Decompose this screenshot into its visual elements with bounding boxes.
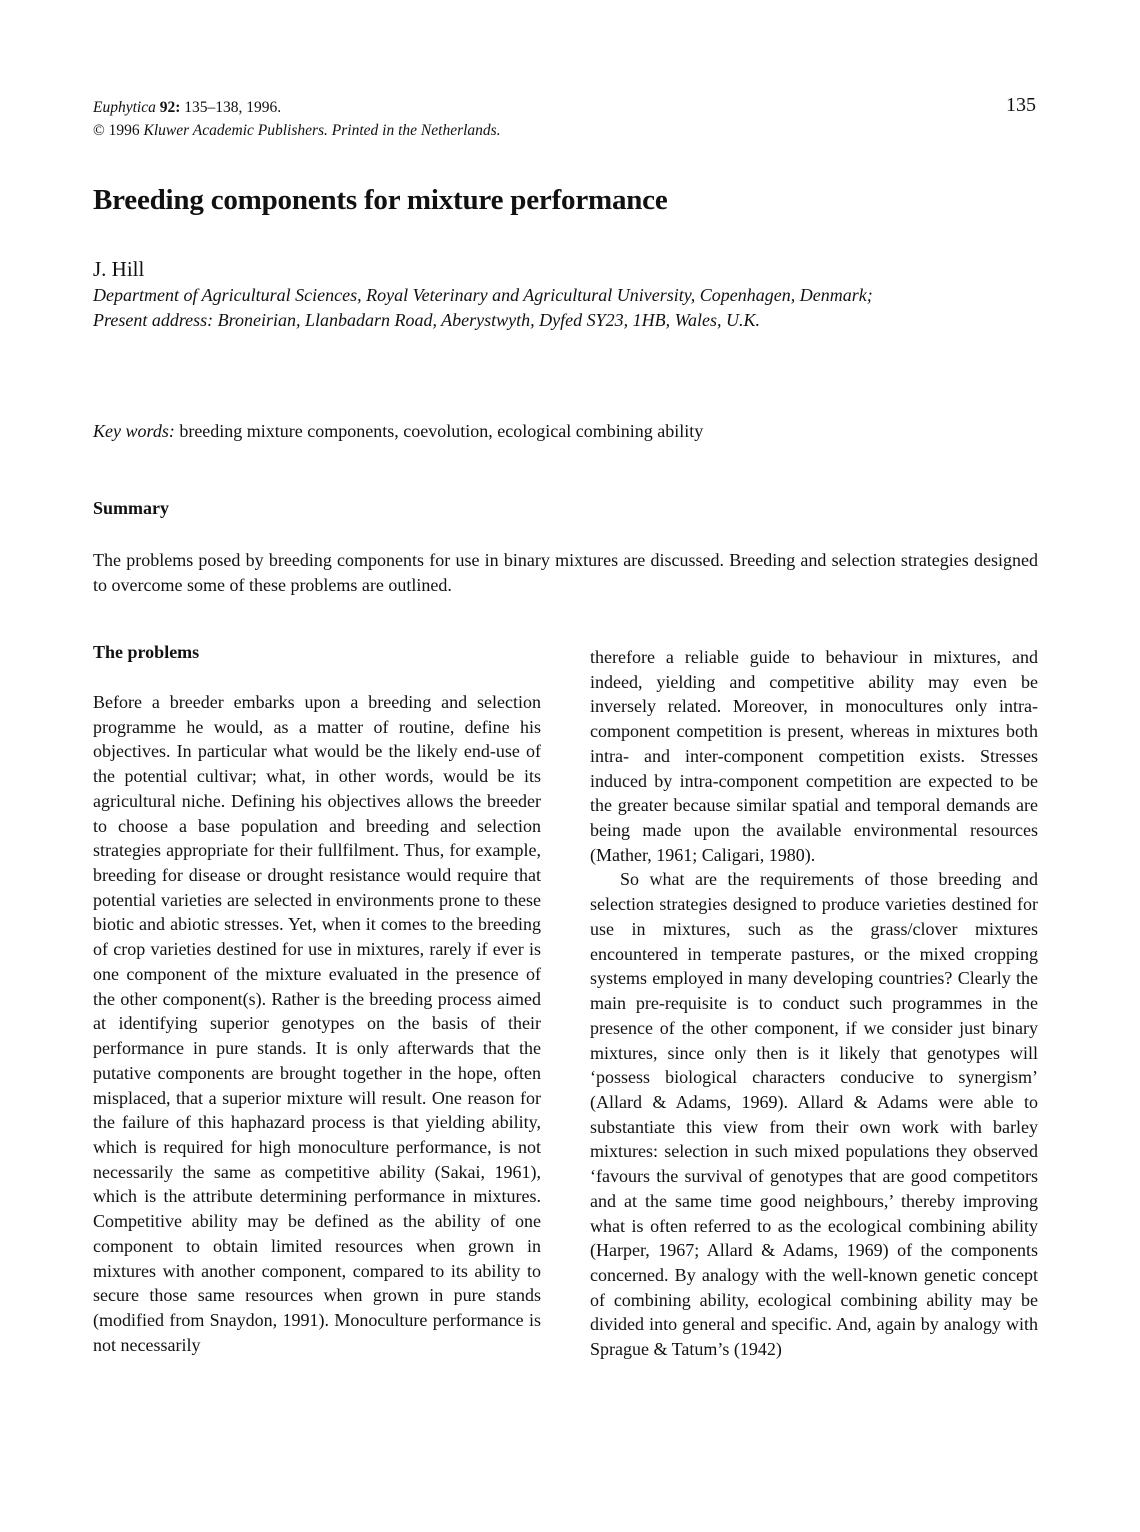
present-address-line: Present address: Broneirian, Llanbadarn Road, Aberystwyth, Dyfed SY23, 1HB, Wales, U.K. [93, 310, 760, 330]
publisher: Kluwer Academic Publishers. Printed in the Netherlands. [143, 122, 501, 139]
journal-citation [93, 96, 501, 142]
problems-paragraph-2: So what are the requirements of those breeding and selection strategies designed to produce varieties destined for use in mixtures, such as the grass/clover mixtures encountered in temperate pastures, or the mixed cropping systems employed in many developing countries? Clearly the main pre-requisite is to conduct such programmes in the presence of the other component, if we consider just binary mixtures, since only then is it likely that genotypes will ‘possess biological characters conducive to synergism’ (Allard & Adams, 1969). Allard & Adams were able to substantiate this view from their own work with barley mixtures: selection in such mixed populations they observed ‘favours the survival of genotypes that are good competitors and at the same time good neighbours,’ thereby improving what is often referred to as the ecological combining ability (Harper, 1967; Allard & Adams, 1969) of the components concerned. By analogy with the well-known genetic concept of combining ability, ecological combining ability may be divided into general and specific. And, again by analogy with Sprague & Tatum’s (1942) [590, 869, 1038, 1360]
keywords-text: breeding mixture components, coevolution, ecological combining ability [174, 421, 704, 441]
journal-pages-year: 135–138, 1996. [180, 99, 282, 116]
keywords [93, 421, 703, 442]
summary-text: The problems posed by breeding components for use in binary mixtures are discussed. Breeding and selection strategies designed to overcome some of these problems are outlined. [93, 550, 1038, 595]
page-number: 135 [1006, 94, 1036, 116]
affiliation-line: Department of Agricultural Sciences, Royal Veterinary and Agricultural University, Copenhagen, Denmark; [93, 285, 873, 305]
copyright-symbol: © [93, 122, 105, 139]
summary-heading: Summary [93, 498, 169, 518]
journal-name: Euphytica [93, 99, 156, 116]
problems-paragraph-1: Before a breeder embarks upon a breeding and selection programme he would, as a matter of routine, define his objectives. In particular what would be the likely end-use of the potential cultivar; what, in other words, would be its agricultural niche. Defining his objectives allows the breeder to choose a base population and breeding and selection strategies appropriate for their fullfilment. Thus, for example, breeding for disease or drought resistance would require that potential varieties are selected in environments prone to these biotic and abiotic stresses. Yet, when it comes to the breeding of crop varieties destined for use in mixtures, rarely if ever is one component of the mixture evaluated in the presence of the other component(s). Rather is the breeding process aimed at identifying superior genotypes on the basis of their performance in pure stands. It is only afterwards that the putative components are brought together in the hope, often misplaced, that a superior mixture will result. One reason for the failure of this haphazard process is that yielding ability, which is required for high monoculture performance, is not necessarily the same as competitive ability (Sakai, 1961), which is the attribute determining performance in mixtures. Competitive ability may be defined as the ability of one component to obtain limited resources when grown in mixtures with another component, compared to its ability to secure those same resources when grown in pure stands (modified from Snaydon, 1991). Monoculture performance is not necessarily [93, 692, 541, 1355]
citation-line [93, 96, 501, 119]
copyright-year: 1996 [104, 122, 144, 139]
problems-heading: The problems [93, 642, 200, 662]
keywords-label: Key words: [93, 421, 175, 441]
journal-volume: 92: [159, 99, 181, 116]
author-name: J. Hill [93, 257, 145, 281]
right-column [590, 645, 1038, 1362]
problems-paragraph-continued: therefore a reliable guide to behaviour in mixtures, and indeed, yielding and competitive ability may even be inversely related. Moreover, in monocultures only intra-component competition is present, whereas in mixtures both intra- and inter-component competition exists. Stresses induced by intra-component competition are expected to be the greater because similar spatial and temporal demands are being made upon the available environmental resources (Mather, 1961; Caligari, 1980). [590, 647, 1038, 865]
author-affiliation [93, 283, 1053, 333]
copyright-line [93, 119, 501, 142]
paper-title: Breeding components for mixture performance [93, 184, 668, 216]
left-column [93, 690, 541, 1357]
